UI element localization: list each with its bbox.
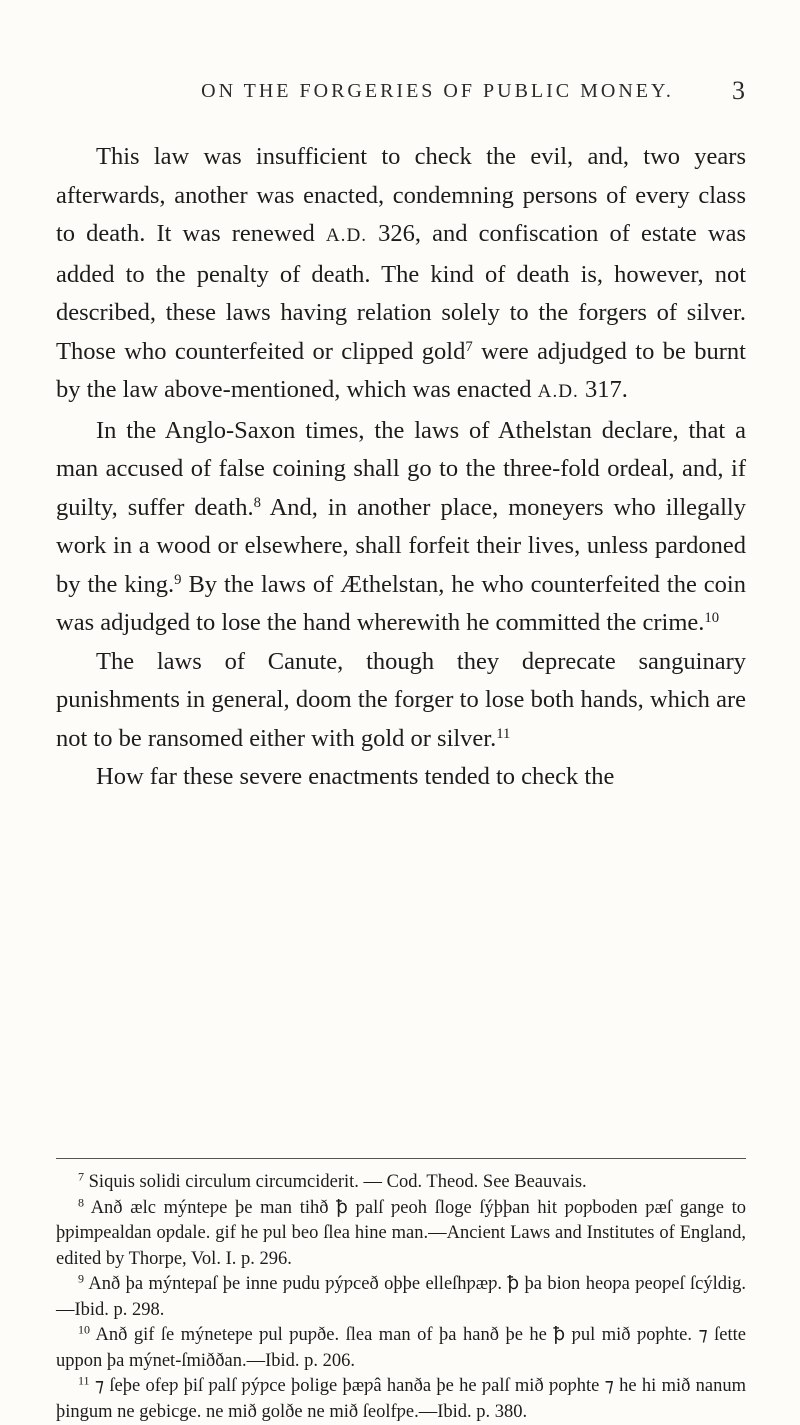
text-span: How far these severe enactments tended to check the — [96, 763, 615, 790]
text-span: A.D. — [537, 381, 579, 402]
footnote-text: Anð ælc mýnteƿe þe man tihð ꝥ ƿalſ ƿeoh ſloge ſýþþan hit ƿoƿboden ƿæſ gange to þƿimƿealdan oƿdale. gif he ƿul beo ſlea hine man.—Ancient Laws and Institutes of England, edited by Thorpe, Vol. I. p. 296. — [56, 1197, 746, 1269]
footnote-ref[interactable]: 8 — [253, 494, 261, 511]
footnote-divider — [56, 1158, 746, 1159]
footnote-number: 7 — [78, 1169, 85, 1184]
footnote-ref[interactable]: 7 — [465, 338, 473, 355]
footnote-number: 10 — [78, 1322, 91, 1337]
text-span: And, in another place, moneyers who illegally work in a wood or elsewhere, shall forfeit their lives, unless pardoned by the king. — [56, 493, 746, 598]
text-span: The laws of Canute, though they deprecate sanguinary punishments in general, doom the forger to lose both hands, which are not to be ransomed either with gold or silver. — [56, 647, 746, 752]
page-header — [130, 76, 745, 112]
text-span: By the laws of Æthelstan, he who counterfeited the coin was adjudged to lose the hand wherewith he committed the crime. — [56, 570, 746, 636]
footnote-text: Anð gif ſe mýneteƿe ƿul ƿuƿðe. ſlea man of þa hanð þe he ꝥ ƿul mið ƿoƿhte. ⁊ ſette uppon þa mýnet-ſmiððan.—Ibid. p. 206. — [56, 1325, 747, 1371]
text-span: In the Anglo-Saxon times, the laws of Athelstan declare, that a man accused of false coining shall go to the three-fold ordeal, and, if guilty, suffer death. — [56, 416, 746, 521]
footnote-ref[interactable]: 10 — [704, 609, 720, 626]
footnotes — [56, 1170, 746, 1425]
footnote-ref[interactable]: 9 — [174, 571, 182, 588]
text-span: A.D. — [325, 225, 368, 246]
footnote — [56, 1272, 746, 1323]
paragraph — [56, 412, 746, 643]
footnote-number: 8 — [78, 1194, 85, 1209]
footnote-number: 11 — [78, 1373, 90, 1388]
footnote-ref[interactable]: 11 — [496, 725, 511, 742]
text-span: were adjudged to be burnt by the law above-mentioned, which was enacted — [56, 337, 746, 403]
footnote-number: 9 — [78, 1271, 85, 1286]
footnote — [56, 1323, 746, 1374]
paragraph — [56, 138, 746, 412]
footnote-text: Siquis solidi circulum circumciderit. — Cod. Theod. See Beauvais. — [88, 1172, 587, 1192]
footnote — [56, 1196, 746, 1273]
footnote-text: ⁊ ſeþe ofeƿ þiſ ƿalſ ƿýƿce þolige þæƿâ hanða þe he ƿalſ mið ƿoƿhte ⁊ he hi mið nanum þingum ne gebicge. ne mið golðe ne mið ſeolfƿe.—Ibid. p. 380. — [56, 1376, 747, 1422]
paragraph — [56, 643, 746, 759]
running-head: ON THE FORGERIES OF PUBLIC MONEY. — [201, 80, 674, 102]
page-number: 3 — [732, 76, 745, 105]
text-span: This law was insufficient to check the evil, and, two years afterwards, another was enacted, condemning persons of every class to death. It was renewed — [56, 143, 746, 247]
footnote-text: Anð þa mýnteƿaſ þe inne ƿudu ƿýƿceð oþþe elleſhƿæƿ. ꝥ þa bion heoƿa ƿeoƿeſ ſcýldig.—Ibid. p. 298. — [56, 1274, 746, 1320]
text-span: 317. — [584, 376, 628, 403]
footnote — [56, 1170, 746, 1196]
text-span: 326, and confiscation of estate was added to the penalty of death. The kind of death is, however, not described, these laws having relation solely to the forgers of silver. Those who counterfeited or clipped gold — [56, 220, 747, 365]
footnote — [56, 1374, 746, 1425]
main-text — [56, 138, 746, 797]
paragraph — [56, 758, 746, 797]
